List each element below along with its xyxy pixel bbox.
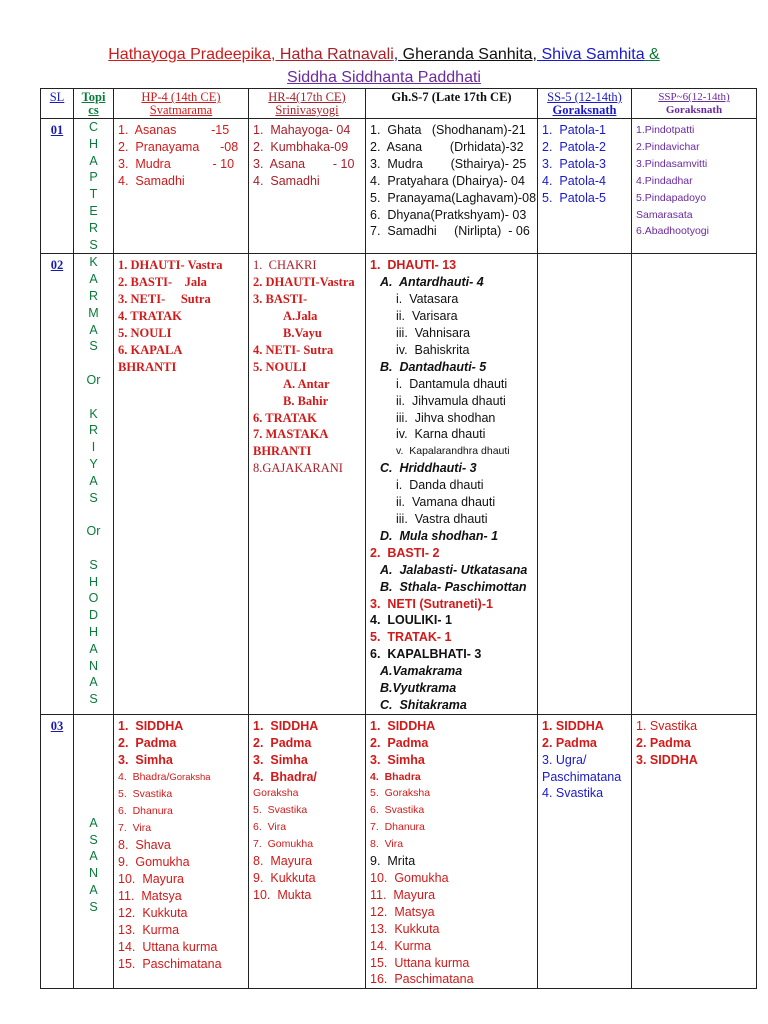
hr-list-item: 2. Kumbhaka-09 (253, 139, 349, 154)
ss-list-item: 2. Padma (542, 735, 597, 750)
topic-letter: K (89, 255, 98, 270)
hr-list-item: 1. Mahayoga- 04 (253, 123, 351, 137)
gh-list-item: B. Dantadhauti- 5 (380, 359, 487, 374)
topic-letter (74, 389, 113, 406)
hr-list-item: 9. Kukkuta (253, 871, 316, 885)
hr-list-item: 6. TRATAK (253, 410, 317, 425)
gh-list-item: B. Sthala- Paschimottan (380, 579, 527, 594)
gh-list (366, 122, 537, 240)
hp-list-item: 15. Paschimatana (118, 956, 222, 971)
gh-list-item: 6. KAPALBHATI- 3 (370, 647, 482, 662)
topic-letter: A (89, 675, 98, 690)
topic-letters (74, 254, 113, 708)
sl-cell: 03 (41, 714, 74, 989)
hp-list-item: 2. BASTI- Jala (118, 275, 207, 290)
topic-letter (74, 355, 113, 372)
gh-list-item: 8. Vira (370, 838, 404, 851)
hr-list (249, 257, 365, 477)
hr-list (249, 122, 365, 190)
gh-list-item: 3. NETI (Sutraneti)-1 (370, 596, 493, 611)
hr-list-item: 4. NETI- Sutra (253, 342, 334, 357)
header-ssp (632, 89, 757, 119)
hp-list-item: 3. NETI- Sutra (118, 292, 211, 307)
ssp-list-item: Samarasata (636, 208, 693, 221)
hr-list-item: 3. Asana - 10 (253, 156, 355, 171)
ssp-list-item: 2. Padma (636, 735, 691, 750)
header-ss-line1: SS-5 (12-14th) (547, 90, 622, 104)
hr-list-item: 10. Mukta (253, 887, 312, 902)
topic-letter: S (89, 339, 98, 354)
topic-letter: A (89, 641, 98, 656)
ss-cell (538, 119, 632, 254)
gh-list-item: iii. Vahnisara (396, 326, 471, 340)
topic-letter: A (89, 849, 98, 864)
hr-cell (249, 714, 366, 989)
gh-list-item: 15. Uttana kurma (370, 955, 470, 970)
comparison-table (40, 88, 757, 989)
header-row (41, 89, 757, 119)
topic-letter: N (88, 658, 99, 673)
sl-cell: 02 (41, 254, 74, 714)
hp-list-item: 4. Bhadra/Goraksha (118, 770, 211, 783)
topic-letter: M (88, 305, 99, 320)
gh-list-item: iv. Bahiskrita (396, 342, 470, 357)
topic-letter: S (89, 490, 98, 505)
gh-list-item: 2. Padma (370, 735, 429, 750)
gh-list-item: ii. Varisara (396, 309, 458, 324)
gh-list-item: 10. Gomukha (370, 871, 449, 885)
hr-list-item: 4. Bhadra/ (253, 769, 317, 784)
hp-cell (114, 119, 249, 254)
gh-list-item: 11. Mayura (370, 887, 436, 902)
ssp-list (632, 122, 756, 240)
topic-letter: H (88, 574, 99, 589)
ss-cell (538, 254, 632, 714)
document-title-line-1 (0, 46, 768, 64)
gh-list (366, 257, 537, 713)
hp-list-item: 12. Kukkuta (118, 905, 188, 920)
ss-cell (538, 714, 632, 989)
header-ss-line2: Goraksnath (552, 103, 617, 117)
topic-letter: R (88, 423, 99, 438)
topic-letter: I (91, 440, 96, 455)
header-gh (366, 89, 538, 119)
gh-list-item: 12. Matsya (370, 904, 435, 919)
gh-list-item: ii. Jihvamula dhauti (396, 393, 506, 408)
header-hp (114, 89, 249, 119)
gh-list-item: 5. TRATAK- 1 (370, 630, 452, 645)
topic-letter: S (89, 832, 98, 847)
gh-list-item: 7. Samadhi (Nirlipta) - 06 (370, 224, 530, 239)
topic-letter: S (89, 237, 98, 252)
hr-list-item: 2. Padma (253, 735, 312, 750)
gh-list (366, 718, 537, 989)
hp-list-item: 3. Simha (118, 752, 173, 767)
hp-list-item: 4. Samadhi (118, 173, 185, 188)
gh-list-item: A. Jalabasti- Utkatasana (380, 562, 528, 577)
gh-list-item: 6. Dhyana(Pratkshyam)- 03 (370, 207, 527, 222)
gh-cell (366, 254, 538, 714)
topic-letters (74, 119, 113, 253)
hp-list-item: 5. NOULI (118, 326, 172, 340)
hp-list-item: 8. Shava (118, 838, 171, 853)
topic-letter: A (89, 883, 98, 898)
hr-list-item: 6. Vira (253, 821, 287, 834)
hr-list-item: 3. BASTI- (253, 292, 308, 307)
topic-letter: Or (86, 372, 101, 387)
header-topics (74, 89, 114, 119)
gh-list-item: C. Shitakrama (380, 697, 467, 712)
hp-list-item: 6. Dhanura (118, 805, 173, 818)
hp-list (114, 122, 248, 190)
gh-list-item: A.Vamakrama (380, 664, 463, 679)
topic-letter: C (88, 120, 99, 134)
gh-list-item: 6. Svastika (370, 804, 425, 817)
ss-list-item: 2. Patola-2 (542, 139, 606, 154)
hp-list-item: 4. TRATAK (118, 309, 182, 324)
hr-list-item: A.Jala (283, 309, 318, 324)
topic-letter: E (89, 203, 98, 218)
hr-list-item: 5. NOULI (253, 359, 307, 374)
gh-list-item: ii. Vamana dhauti (396, 495, 496, 510)
header-sl (41, 89, 74, 119)
gh-list-item: i. Vatasara (396, 292, 459, 307)
header-hr-line1: HR-4(17th CE) (268, 90, 346, 104)
row-01 (41, 119, 757, 254)
topic-letter: S (89, 557, 98, 572)
gh-list-item: 2. Asana (Drhidata)-32 (370, 139, 524, 154)
header-hr-line2: Srinivasyogi (275, 103, 339, 117)
row-02 (41, 254, 757, 714)
hp-goraksha-note: Goraksha (169, 771, 211, 783)
hp-list-item: 13. Kurma (118, 922, 180, 937)
hp-cell (114, 254, 249, 714)
gh-list-item: 13. Kukkuta (370, 921, 440, 936)
gh-cell (366, 119, 538, 254)
ssp-cell (632, 119, 757, 254)
topic-letter (74, 540, 113, 557)
hp-list-item: 1. Asanas -15 (118, 123, 230, 137)
ss-list-item: 1. SIDDHA (542, 718, 604, 733)
topic-letter: T (89, 187, 98, 202)
topic-letter: S (89, 692, 98, 707)
hr-list-item: 8.GAJAKARANI (253, 461, 343, 476)
gh-list-item: 16. Paschimatana (370, 972, 474, 987)
hr-list-item: A. Antar (283, 376, 330, 391)
header-ssp-line1: SSP~6(12-14th) (658, 91, 730, 103)
hr-list-item: 3. Simha (253, 752, 308, 767)
topic-letter: A (89, 473, 98, 488)
gh-list-item: 1. SIDDHA (370, 718, 436, 733)
gh-list-item: A. Antardhauti- 4 (380, 275, 484, 290)
header-gh-line1: Gh.S-7 (Late 17th CE) (391, 90, 512, 104)
topic-letter (74, 506, 113, 523)
gh-list-item: 5. Goraksha (370, 787, 431, 800)
topic-letter: N (88, 866, 99, 881)
topic-letter: H (88, 624, 99, 639)
topic-cell-karmas (74, 254, 114, 714)
hr-list-item: 7. MASTAKA (253, 427, 329, 442)
ss-list-item: 3. Ugra/ (542, 752, 587, 767)
title-shiva-samhita: Shiva Samhita (537, 46, 645, 63)
topic-letter: D (88, 608, 99, 623)
gh-list-item: iii. Jihva shodhan (396, 410, 496, 425)
ssp-list-item: 6.Abadhootyogi (636, 225, 709, 238)
hp-list-item: 6. KAPALA (118, 342, 183, 357)
hr-list-item: B. Bahir (283, 393, 329, 408)
ssp-list-item: 3.Pindasamvitti (636, 157, 708, 170)
topic-letter: R (88, 220, 99, 235)
gh-list-item: 4. LOULIKI- 1 (370, 613, 452, 628)
hp-list-item: 7. Vira (118, 822, 152, 835)
gh-list-item: v. Kapalarandhra dhauti (396, 445, 510, 458)
header-ss (538, 89, 632, 119)
hr-list-item: 5. Svastika (253, 804, 308, 817)
gh-list-item: i. Dantamula dhauti (396, 376, 508, 391)
ss-list-item: 4. Patola-4 (542, 173, 606, 188)
hp-list-item: 14. Uttana kurma (118, 939, 218, 954)
title-ampersand: & (644, 46, 660, 63)
header-hp-line1: HP-4 (14th CE) (141, 90, 221, 104)
header-hp-line2: Svatmarama (149, 103, 213, 117)
ss-list (538, 122, 631, 207)
gh-list-item: 1. DHAUTI- 13 (370, 258, 457, 273)
topic-letter: A (89, 322, 98, 337)
hr-list-item: BHRANTI (253, 444, 312, 459)
hp-list-item: 9. Gomukha (118, 855, 190, 870)
gh-list-item: 3. Mudra (Sthairya)- 25 (370, 156, 527, 171)
gh-list-item: i. Danda dhauti (396, 478, 484, 493)
ssp-list-item: 3. SIDDHA (636, 752, 698, 767)
topic-cell-chapters (74, 119, 114, 254)
hr-cell (249, 254, 366, 714)
gh-list-item: 1. Ghata (Shodhanam)-21 (370, 123, 526, 137)
ss-list-item: 5. Patola-5 (542, 190, 606, 205)
ssp-list-item: 4.Pindadhar (636, 174, 693, 187)
hp-list-item: 5. Svastika (118, 788, 173, 801)
ss-list-item: 1. Patola-1 (542, 123, 606, 137)
ssp-list (632, 718, 756, 769)
hp-list-item: 3. Mudra - 10 (118, 156, 235, 171)
ssp-list-item: 5.Pindapadoyo (636, 191, 707, 204)
topic-letter: O (88, 591, 99, 606)
gh-list-item: B.Vyutkrama (380, 681, 457, 696)
title-hatha-ratnavali: Hatha Ratnavali (275, 46, 394, 63)
header-hr (249, 89, 366, 119)
hp-list-item: 1. DHAUTI- Vastra (118, 258, 223, 273)
gh-list-item: 3. Simha (370, 752, 425, 767)
gh-list-item: 14. Kurma (370, 938, 432, 953)
hr-list-item: B.Vayu (283, 326, 322, 340)
title-siddha-siddhanta-paddhati: Siddha Siddhanta Paddhati (287, 69, 481, 86)
hr-list-item: Goraksha (253, 787, 299, 800)
hp-list-item: 2. Padma (118, 735, 177, 750)
topic-letter: A (89, 272, 98, 287)
hp-list (114, 257, 248, 375)
gh-list-item: 7. Dhanura (370, 821, 425, 834)
ssp-list-item: 1.Pindotpatti (636, 124, 695, 136)
topic-cell-asanas (74, 714, 114, 989)
hr-list-item: 4. Samadhi (253, 173, 320, 188)
sl-cell: 01 (41, 119, 74, 254)
topic-letter: H (88, 136, 99, 151)
hp-cell (114, 714, 249, 989)
gh-list-item: iv. Karna dhauti (396, 427, 486, 442)
ss-list (538, 718, 631, 803)
topic-letter: R (88, 288, 99, 303)
hr-list (249, 718, 365, 904)
title-hathayoga-pradeepika: Hathayoga Pradeepika, (108, 46, 276, 63)
hp-list (114, 718, 248, 973)
hr-cell (249, 119, 366, 254)
ss-list-item: 4. Svastika (542, 786, 604, 801)
gh-list-item: 4. Bhadra (370, 770, 421, 783)
hp-list-item: 2. Pranayama -08 (118, 139, 239, 154)
header-topics-label: Topics (81, 90, 106, 117)
hp-list-item: 11. Matsya (118, 888, 182, 903)
ss-list-item: Paschimatana (542, 769, 622, 784)
hp-list-item: 1. SIDDHA (118, 718, 184, 733)
gh-list-item: D. Mula shodhan- 1 (380, 528, 499, 543)
topic-letter: A (89, 815, 98, 830)
document-title-line-2 (0, 69, 768, 87)
hp-list-item: BHRANTI (118, 359, 177, 374)
ssp-list-item: 1. Svastika (636, 718, 698, 733)
topic-letter: Y (89, 456, 98, 471)
gh-list-item: 2. BASTI- 2 (370, 545, 440, 560)
topic-letter: K (89, 406, 98, 421)
title-comma: , (393, 46, 399, 63)
topic-letter: S (89, 899, 98, 914)
ssp-cell (632, 714, 757, 989)
hr-list-item: 1. SIDDHA (253, 718, 319, 733)
hr-list-item: 7. Gomukha (253, 838, 314, 851)
gh-list-item: 9. Mrita (370, 854, 416, 869)
topic-letters (74, 715, 113, 916)
topic-letter: A (89, 153, 98, 168)
gh-cell (366, 714, 538, 989)
gh-list-item: iii. Vastra dhauti (396, 511, 488, 526)
hr-list-item: 1. CHAKRI (253, 258, 317, 273)
ssp-cell (632, 254, 757, 714)
ssp-list-item: 2.Pindavichar (636, 140, 700, 153)
gh-list-item: C. Hriddhauti- 3 (380, 461, 477, 476)
header-sl-label: SL (49, 90, 65, 104)
header-ssp-line2: Goraksnath (665, 104, 723, 116)
title-gheranda-sanhita: Gheranda Sanhita, (398, 46, 537, 63)
ss-list-item: 3. Patola-3 (542, 156, 606, 171)
gh-list-item: 4. Pratyahara (Dhairya)- 04 (370, 173, 525, 188)
topic-letter: Or (86, 524, 101, 539)
row-03 (41, 714, 757, 989)
topic-letter: P (89, 170, 98, 185)
hr-list-item: 2. DHAUTI-Vastra (253, 275, 355, 290)
hp-list-item: 10. Mayura (118, 872, 185, 886)
gh-list-item: 5. Pranayama(Laghavam)-08 (370, 190, 537, 205)
hr-list-item: 8. Mayura (253, 854, 313, 869)
